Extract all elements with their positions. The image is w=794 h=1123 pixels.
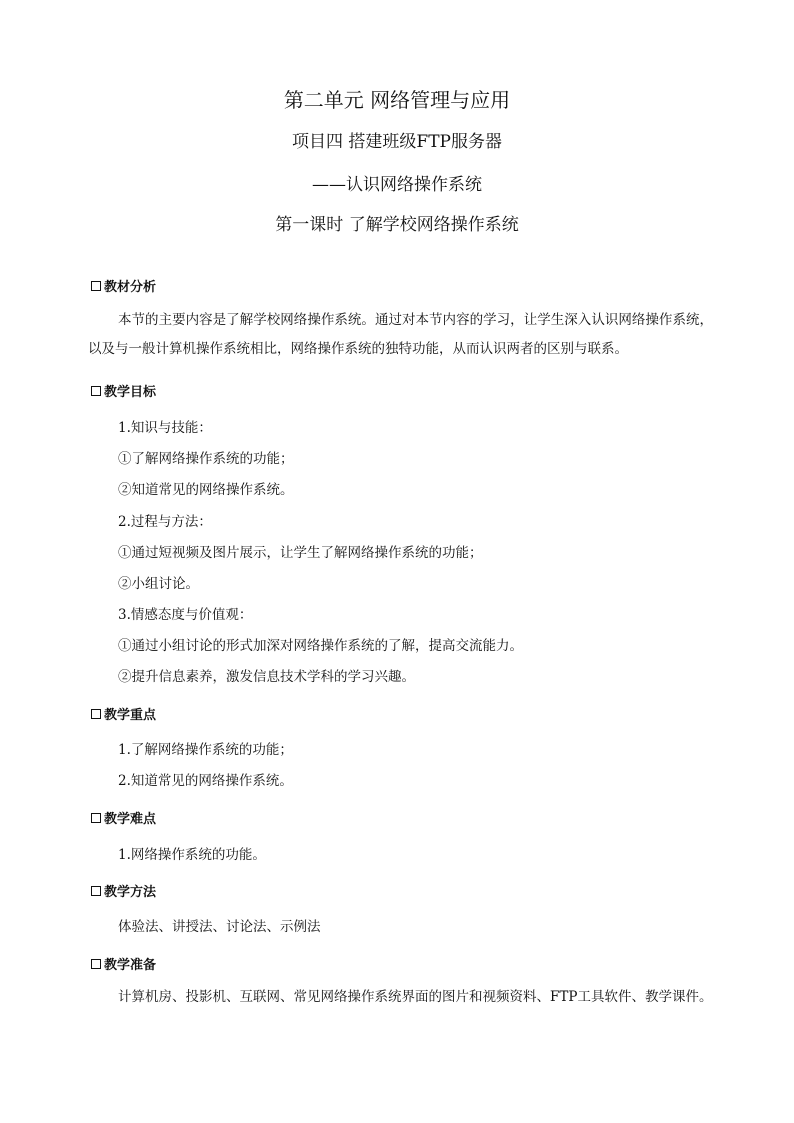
preparation-paragraph: 计算机房、投影机、互联网、常见网络操作系统界面的图片和视频资料、FTP工具软件、教学课件。	[118, 989, 713, 1005]
section-heading-difficulties	[91, 808, 156, 827]
section-heading-analysis	[91, 276, 156, 295]
heading-label: 教学目标	[104, 385, 157, 400]
checkbox-icon	[91, 959, 101, 969]
key-point-line: 1.了解网络操作系统的功能；	[118, 742, 293, 758]
goal-line: ②知道常见的网络操作系统。	[118, 482, 294, 498]
method-line: 体验法、讲授法、讨论法、示例法	[118, 919, 321, 935]
unit-title: 第二单元 网络管理与应用	[283, 88, 511, 112]
checkbox-icon	[91, 886, 101, 896]
section-heading-goals	[91, 381, 156, 400]
goal-line: ②小组讨论。	[118, 576, 199, 592]
difficulty-line: 1.网络操作系统的功能。	[118, 847, 266, 863]
section-heading-preparation	[91, 954, 156, 973]
subtitle: ——认识网络操作系统	[312, 175, 482, 195]
heading-label: 教材分析	[104, 280, 157, 295]
goal-line: ②提升信息素养，激发信息技术学科的学习兴趣。	[118, 669, 415, 685]
analysis-paragraph: 本节的主要内容是了解学校网络操作系统。通过对本节内容的学习，让学生深入认识网络操作系统，以及与一般计算机操作系统相比，网络操作系统的独特功能，从而认识两者的区别与联系。	[88, 312, 713, 357]
key-point-line: 2.知道常见的网络操作系统。	[118, 773, 293, 789]
section-heading-key-points	[91, 704, 156, 723]
goal-line: ①通过短视频及图片展示，让学生了解网络操作系统的功能；	[118, 545, 483, 561]
goal-line: ①了解网络操作系统的功能；	[118, 451, 294, 467]
lesson-title: 第一课时 了解学校网络操作系统	[275, 215, 519, 235]
goal-line: 2.过程与方法：	[118, 514, 212, 530]
project-title: 项目四 搭建班级FTP服务器	[292, 132, 502, 152]
heading-label: 教学难点	[104, 812, 157, 827]
checkbox-icon	[91, 386, 101, 396]
checkbox-icon	[91, 813, 101, 823]
goal-line: 3.情感态度与价值观：	[118, 607, 253, 623]
heading-label: 教学方法	[104, 885, 157, 900]
heading-label: 教学重点	[104, 708, 157, 723]
section-heading-methods	[91, 881, 156, 900]
checkbox-icon	[91, 709, 101, 719]
checkbox-icon	[91, 281, 101, 291]
goal-line: 1.知识与技能：	[118, 420, 212, 436]
goal-line: ①通过小组讨论的形式加深对网络操作系统的了解，提高交流能力。	[118, 638, 523, 654]
heading-label: 教学准备	[104, 958, 157, 973]
